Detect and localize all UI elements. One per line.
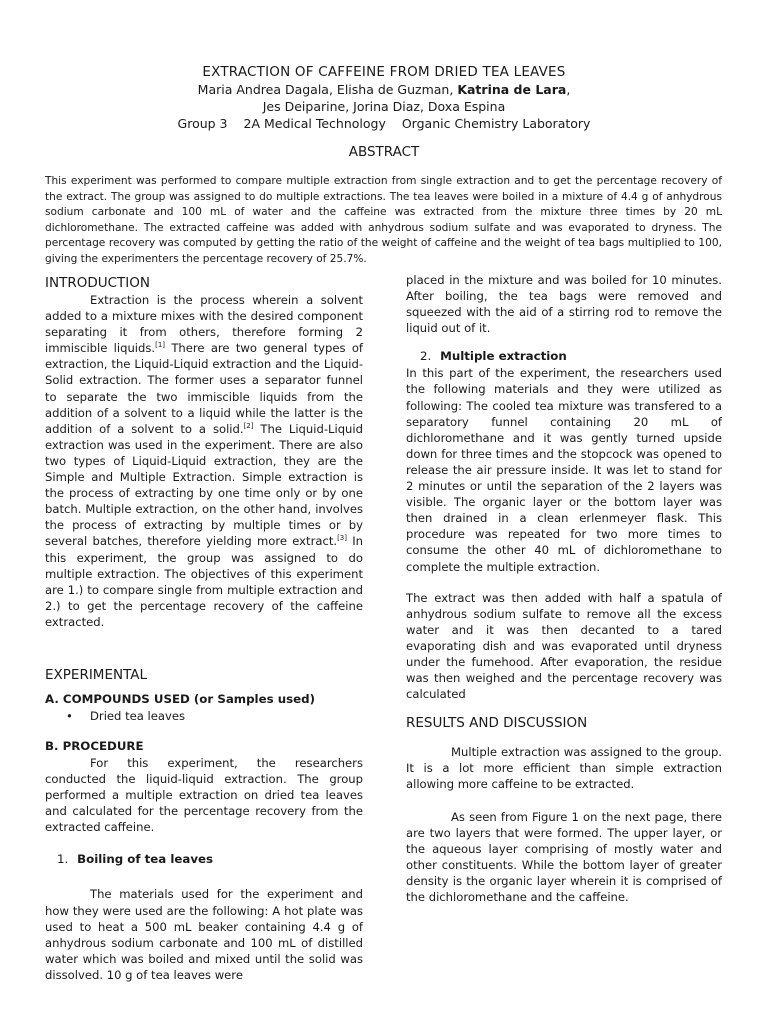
right-column [406, 272, 722, 905]
results-paragraph-2: As seen from Figure 1 on the next page, there are two layers that were formed. The upper layer, or the aqueous layer comprising of mostly water and other constituents. While the bottom layer of greater density is the organic layer wherein it is comprised of the dichloromethane and the caffeine. [406, 809, 722, 904]
authors-comma: , [566, 82, 571, 97]
step-1-continued: placed in the mixture and was boiled for 10 minutes. After boiling, the tea bags were removed and squeezed with the aid of a stirring rod to remove the liquid out of it. [406, 273, 722, 336]
group-line [0, 115, 768, 132]
intro-text-3: The Liquid-Liquid extraction was used in the experiment. There are also two types of Liquid-Liquid extraction, they are the Simple and Multiple Extraction. Simple extraction is the process of extracting by one time only or by one batch. Multiple extraction, on the other hand, involves the process of extracting by multiple times or by several batches, therefore yielding more extract. [45, 421, 363, 549]
ref-1: [1] [155, 341, 166, 350]
step-2-number: 2. [420, 349, 432, 364]
paper-header [0, 64, 768, 132]
intro-text-1: Extraction is the process wherein a solvent added to a mixture mixes with the desired component separating it from others, therefore forming 2 immiscible liquids. [45, 293, 363, 356]
group-label: Group 3 [177, 116, 228, 131]
paper-title: EXTRACTION OF CAFFEINE FROM DRIED TEA LEAVES [202, 64, 566, 80]
ref-3: [3] [337, 534, 347, 543]
step-2-paragraph-2: The extract was then added with half a spatula of anhydrous sodium sulfate to remove all the excess water and it was then decanted to a tared evaporating dish and was evaporated until dryness under the fumehood. After evaporation, the residue was then weighed and the percentage recovery was calculated [406, 590, 722, 702]
abstract-heading: ABSTRACT [348, 144, 420, 160]
intro-text-4: In this experiment, the group was assigned to do multiple extraction. The objectives of this experiment are 1.) to compare single from multiple extraction and 2.) to get the percentage recovery of the caffeine extracted. [45, 534, 363, 629]
intro-text-2: There are two general types of extraction, the Liquid-Liquid extraction and the Liquid-Solid extraction. The former uses a separator funnel to separate the two immiscible liquids from the addition of a solvent to a liquid while the latter is the addition of a solvent to a solid. [45, 341, 363, 436]
compound-item [45, 708, 363, 725]
authors-a: Maria Andrea Dagala, Elisha de Guzman, [197, 82, 458, 97]
left-column [45, 274, 363, 983]
step-1-title: Boiling of tea leaves [77, 852, 214, 867]
procedure-paragraph: For this experiment, the researchers conducted the liquid-liquid extraction. The group performed a multiple extraction on dried tea leaves and calculated for the percentage recovery from the extracted caffeine. [45, 755, 363, 835]
compounds-heading: A. COMPOUNDS USED (or Samples used) [45, 691, 315, 706]
step-2-title: Multiple extraction [440, 349, 567, 364]
step-2-heading [406, 348, 722, 365]
step-1-paragraph: The materials used for the experiment and how they were used are the following: A hot plate was used to heat a 500 mL beaker containing 4.4 g of anhydrous sodium carbonate and 100 mL of distilled water which was boiled and mixed until the solid was dissolved. 10 g of tea leaves were [45, 887, 363, 982]
lab-label: Organic Chemistry Laboratory [401, 116, 591, 131]
step-2-paragraph: In this part of the experiment, the researchers used the following materials and they were utilized as following: The cooled tea mixture was transfered to a separatory funnel containing 20 mL of dichloromethane and it was gently turned upside down for three times and the stopcock was opened to release the air pressure inside. It was let to stand for 2 minutes or until the separation of the 2 layers was visible. The organic layer or the bottom layer was then drained in a clean erlenmeyer flask. This procedure was repeated for two more times to consume the other 40 mL of dichloromethane to complete the multiple extraction. [406, 366, 722, 574]
introduction-heading: INTRODUCTION [45, 275, 150, 291]
step-1-number: 1. [57, 852, 69, 867]
authors-line-1 [0, 81, 768, 98]
authors-line-2: Jes Deiparine, Jorina Diaz, Doxa Espina [262, 99, 506, 114]
results-paragraph-1: Multiple extraction was assigned to the group. It is a lot more efficient than simple extraction allowing more caffeine to be extracted. [406, 745, 722, 792]
results-heading: RESULTS AND DISCUSSION [406, 715, 588, 732]
introduction-paragraph [45, 292, 363, 630]
experimental-heading: EXPERIMENTAL [45, 666, 148, 683]
compound-label: Dried tea leaves [90, 708, 186, 723]
abstract-text: This experiment was performed to compare multiple extraction from single extraction and to get the percentage recovery of the extract. The group was assigned to do multiple extractions. The tea leaves were boiled in a mixture of 4.4 g of anhydrous sodium carbonate and 100 mL of water and the caffeine was extracted from the mixture three times by 20 mL dichloromethane. The extracted caffeine was added with anhydrous sodium sulfate and was evaporated to dryness. The percentage recovery was computed by getting the ratio of the weight of caffeine and the weight of tea bags multiplied to 100, giving the experimenters the percentage recovery of 25.7%. [45, 175, 722, 265]
author-bold: Katrina de Lara [457, 82, 567, 97]
bullet-dot: • [66, 708, 73, 723]
step-1-heading [45, 851, 363, 868]
procedure-heading: B. PROCEDURE [45, 738, 144, 753]
course-label: 2A Medical Technology [243, 116, 386, 131]
ref-2: [2] [243, 421, 254, 430]
